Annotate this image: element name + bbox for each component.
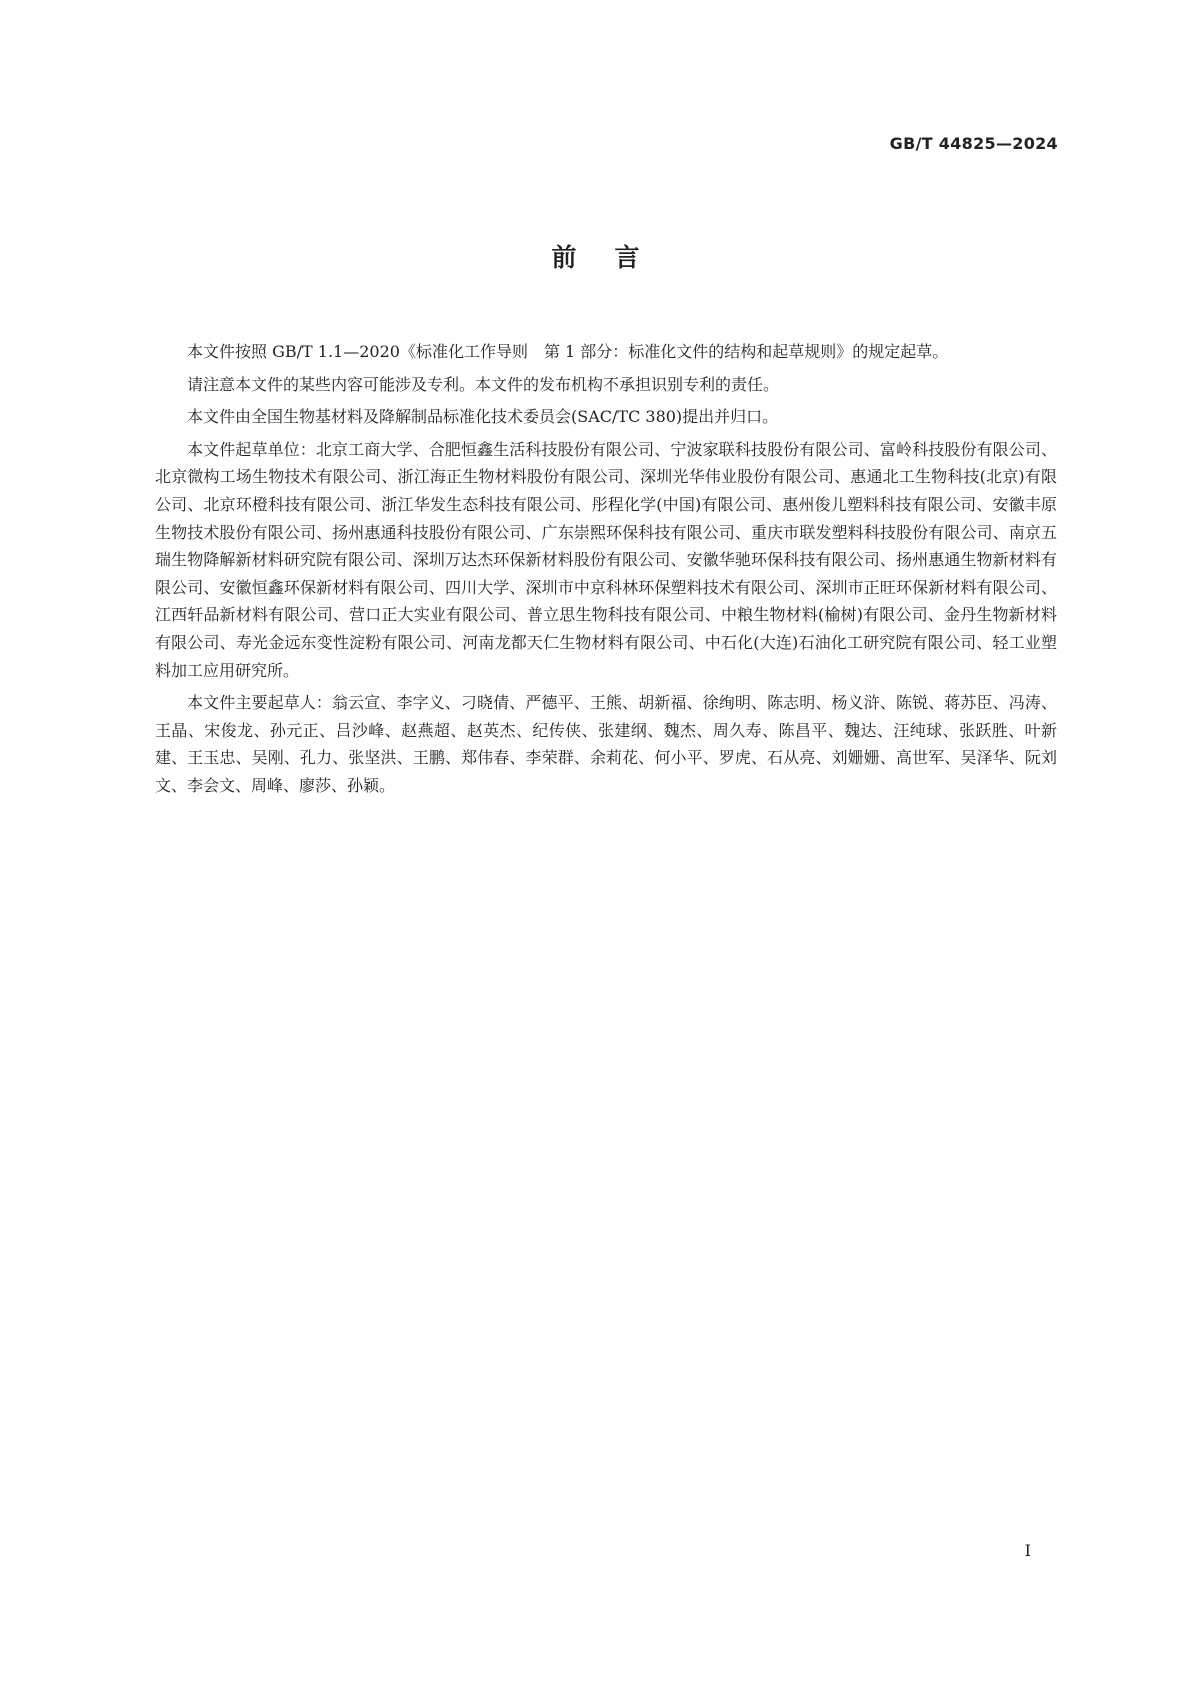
- paragraph-drafters: 本文件主要起草人：翁云宣、李字义、刁晓倩、严德平、王熊、胡新福、徐绚明、陈志明、杨义浒、陈锐、蒋苏臣、冯涛、王晶、宋俊龙、孙元正、吕沙峰、赵燕超、赵英杰、纪传侠、张建纲、魏杰、周久寿、陈昌平、魏达、汪纯球、张跃胜、叶新建、王玉忠、吴刚、孔力、张坚洪、王鹏、郑伟春、李荣群、余莉花、何小平、罗虎、石从亮、刘姗姗、高世军、吴泽华、阮刘文、李会文、周峰、廖莎、孙颖。: [155, 693, 1057, 795]
- page-title: 前言: [551, 243, 678, 272]
- paragraph-drafting-rules: 本文件按照 GB/T 1.1—2020《标准化工作导则 第 1 部分：标准化文件的结构和起草规则》的规定起草。: [187, 342, 949, 361]
- paragraph-proposer: 本文件由全国生物基材料及降解制品标准化技术委员会(SAC/TC 380)提出并归口。: [187, 407, 779, 427]
- foreword-body: [155, 338, 1057, 805]
- page-number: I: [1024, 1541, 1031, 1560]
- document-code: GB/T 44825—2024: [889, 134, 1058, 153]
- paragraph-patent-notice: 请注意本文件的某些内容可能涉及专利。本文件的发布机构不承担识别专利的责任。: [187, 374, 780, 394]
- paragraph-drafting-units: 本文件起草单位：北京工商大学、合肥恒鑫生活科技股份有限公司、宁波家联科技股份有限公司、富岭科技股份有限公司、北京微构工场生物技术有限公司、浙江海正生物材料股份有限公司、深圳光华伟业股份有限公司、惠通北工生物科技(北京)有限公司、北京环橙科技有限公司、浙江华发生态科技有限公司、彤程化学(中国)有限公司、惠州俊儿塑料科技有限公司、安徽丰原生物技术股份有限公司、扬州惠通科技股份有限公司、广东崇熙环保科技有限公司、重庆市联发塑料科技股份有限公司、南京五瑞生物降解新材料研究院有限公司、深圳万达杰环保新材料股份有限公司、安徽华驰环保科技有限公司、扬州惠通生物新材料有限公司、安徽恒鑫环保新材料有限公司、四川大学、深圳市中京科林环保塑料技术有限公司、深圳市正旺环保新材料有限公司、江西轩品新材料有限公司、营口正大实业有限公司、普立思生物科技有限公司、中粮生物材料(榆树)有限公司、金丹生物新材料有限公司、寿光金远东变性淀粉有限公司、河南龙都天仁生物材料有限公司、中石化(大连)石油化工研究院有限公司、轻工业塑料加工应用研究所。: [155, 439, 1057, 680]
